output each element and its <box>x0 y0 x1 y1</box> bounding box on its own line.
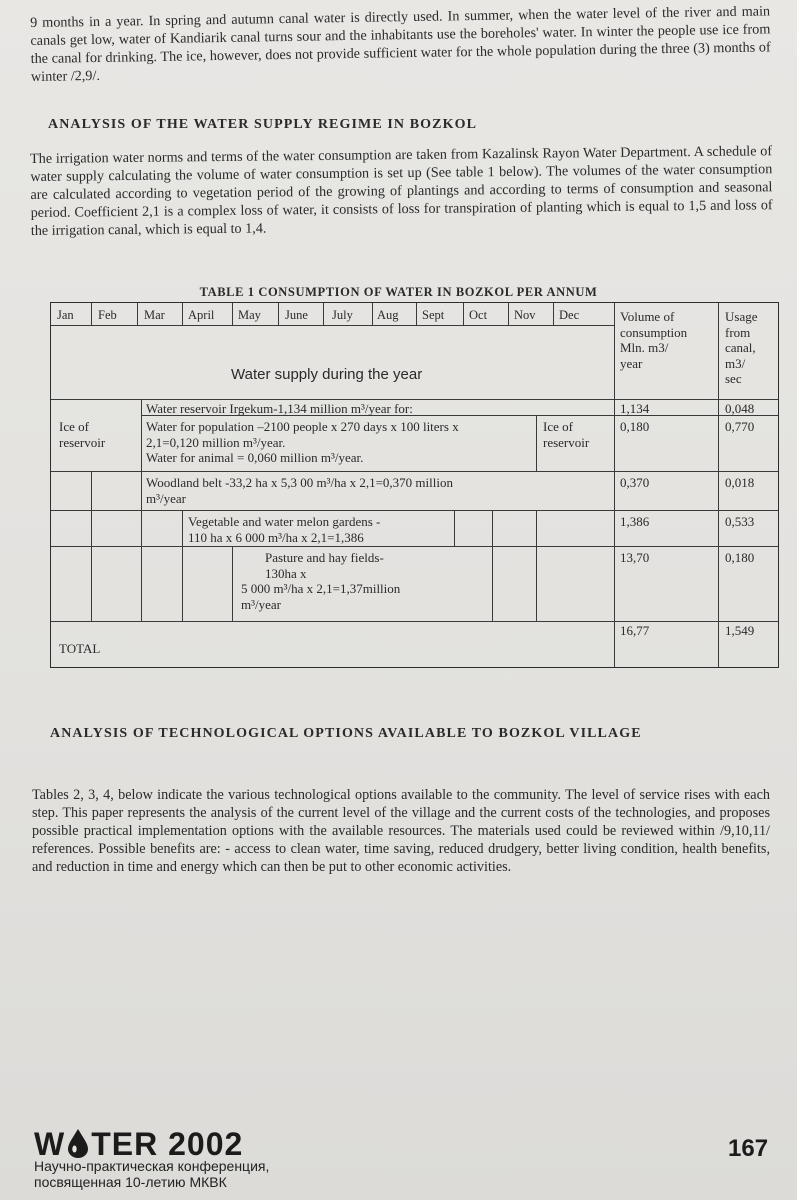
row-reservoir-text: Water reservoir Irgekum-1,134 million m³/year for: <box>146 401 413 416</box>
row-reservoir-volume: 1,134 <box>620 401 650 416</box>
supply-label: Water supply during the year <box>231 366 423 383</box>
ice-of-reservoir-right: Ice of reservoir <box>543 419 590 450</box>
header-volume: Volume of consumption Mln. m3/ year <box>620 309 688 371</box>
row-population-text: Water for population –2100 people x 270 days x 100 liters x 2,1=0,120 million m³/year. Water for animal = 0,060 million m³/year. <box>146 419 459 465</box>
table-rule <box>553 303 554 325</box>
table-rule <box>463 303 464 325</box>
month-label: Oct <box>469 308 488 322</box>
month-label: June <box>285 308 308 322</box>
row-gardens-usage: 0,533 <box>725 514 755 529</box>
month-label: May <box>238 308 261 322</box>
row-population-volume: 0,180 <box>620 419 650 434</box>
page-number: 167 <box>728 1135 769 1162</box>
row-woodland-usage: 0,018 <box>725 475 755 490</box>
table-rule <box>372 303 373 325</box>
table-rule <box>454 510 455 546</box>
options-paragraph: Tables 2, 3, 4, below indicate the various technological options available to the community. The level of service rises with each step. This paper represents the analysis of the current level of the village and the current costs of the technologies, and proposes possible practical implementation options with the available resources. The materials used could be reviewed within /9,10,11/ references. Possible benefits are: - access to clean water, time saving, reduced drudgery, better living condition, health benefits, and reduction in time and energy which can then be put to other economic activities. <box>32 787 770 875</box>
month-label: Jan <box>57 308 74 322</box>
table-rule <box>536 415 537 471</box>
ice-of-reservoir-left: Ice of reservoir <box>59 419 106 450</box>
row-gardens-volume: 1,386 <box>620 514 650 529</box>
row-woodland-volume: 0,370 <box>620 475 650 490</box>
table-rule <box>492 510 493 621</box>
row-pasture-text: Pasture and hay fields- 130ha x 5 000 m³/ha x 2,1=1,37million m³/year <box>241 550 401 612</box>
header-usage: Usage from canal, m3/ sec <box>725 309 758 386</box>
month-label: Feb <box>98 308 117 322</box>
row-total-label: TOTAL <box>59 641 101 656</box>
table-rule <box>51 621 778 622</box>
table-rule <box>508 303 509 325</box>
table-rule <box>141 471 142 621</box>
water-consumption-table <box>50 302 779 668</box>
row-population-usage: 0,770 <box>725 419 755 434</box>
row-pasture-usage: 0,180 <box>725 550 755 565</box>
table-rule <box>51 546 778 547</box>
water-drop-icon <box>67 1128 89 1158</box>
table-caption: TABLE 1 CONSUMPTION OF WATER IN BOZKOL PER ANNUM <box>199 285 598 299</box>
month-label: Aug <box>377 308 399 322</box>
table-rule <box>182 510 183 621</box>
table-rule <box>278 303 279 325</box>
section-heading-supply-regime: ANALYSIS OF THE WATER SUPPLY REGIME IN BOZKOL <box>48 117 478 132</box>
intro-continuation-paragraph: 9 months in a year. In spring and autumn canal water is directly used. In summer, when the water level of the river and main canals get low, water of Kandiarik canal turns sour and the inhabitants use the boreholes' water. In winter the people use ice from the canal for drinking. The ice, however, does not provide sufficient water for the whole population during the three (3) months of winter /2,9/. <box>30 3 771 85</box>
table-rule <box>91 303 92 325</box>
footer-dedication-line: посвященная 10-летию МКВК <box>34 1174 227 1190</box>
table-rule <box>536 510 537 621</box>
table-rule <box>718 303 719 667</box>
month-label: July <box>332 308 353 322</box>
month-label: Nov <box>514 308 536 322</box>
table-rule <box>137 303 138 325</box>
row-total-volume: 16,77 <box>620 623 650 638</box>
table-rule <box>614 303 615 667</box>
table-rule <box>141 399 142 471</box>
footer-conference-line: Научно-практическая конференция, <box>34 1158 270 1174</box>
table-rule <box>51 325 614 326</box>
table-rule <box>51 399 778 400</box>
table-rule <box>182 303 183 325</box>
table-rule <box>323 303 324 325</box>
table-rule <box>232 546 233 621</box>
row-woodland-text: Woodland belt -33,2 ha x 5,3 00 m³/ha x 2,1=0,370 million m³/year <box>146 475 453 506</box>
row-reservoir-usage: 0,048 <box>725 401 755 416</box>
month-label: April <box>188 308 215 322</box>
section-heading-options: ANALYSIS OF TECHNOLOGICAL OPTIONS AVAILABLE TO BOZKOL VILLAGE <box>50 726 642 741</box>
row-gardens-text: Vegetable and water melon gardens - 110 ha x 6 000 m³/ha x 2,1=1,386 <box>188 514 381 545</box>
table-rule <box>51 471 778 472</box>
water-2002-logo: W TER 2002 <box>34 1126 244 1162</box>
table-rule <box>232 303 233 325</box>
month-label: Sept <box>422 308 445 322</box>
row-pasture-volume: 13,70 <box>620 550 650 565</box>
month-label: Mar <box>144 308 165 322</box>
supply-regime-paragraph: The irrigation water norms and terms of the water consumption are taken from Kazalinsk Rayon Water Department. A schedule of water supply calculating the volume of water consumption is set up (See table 1 below). The volumes of the water consumption are calculated according to vegetation period of the growing of plantings and according to terms of consumption and seasonal period. Coefficient 2,1 is a complex loss of water, it consists of loss for transpiration of planting which is equal to 1,5 and loss of the irrigation canal, which is equal to 1,4. <box>30 143 773 239</box>
table-rule <box>416 303 417 325</box>
table-rule <box>91 471 92 621</box>
table-rule <box>51 510 778 511</box>
month-label: Dec <box>559 308 580 322</box>
row-total-usage: 1,549 <box>725 623 755 638</box>
